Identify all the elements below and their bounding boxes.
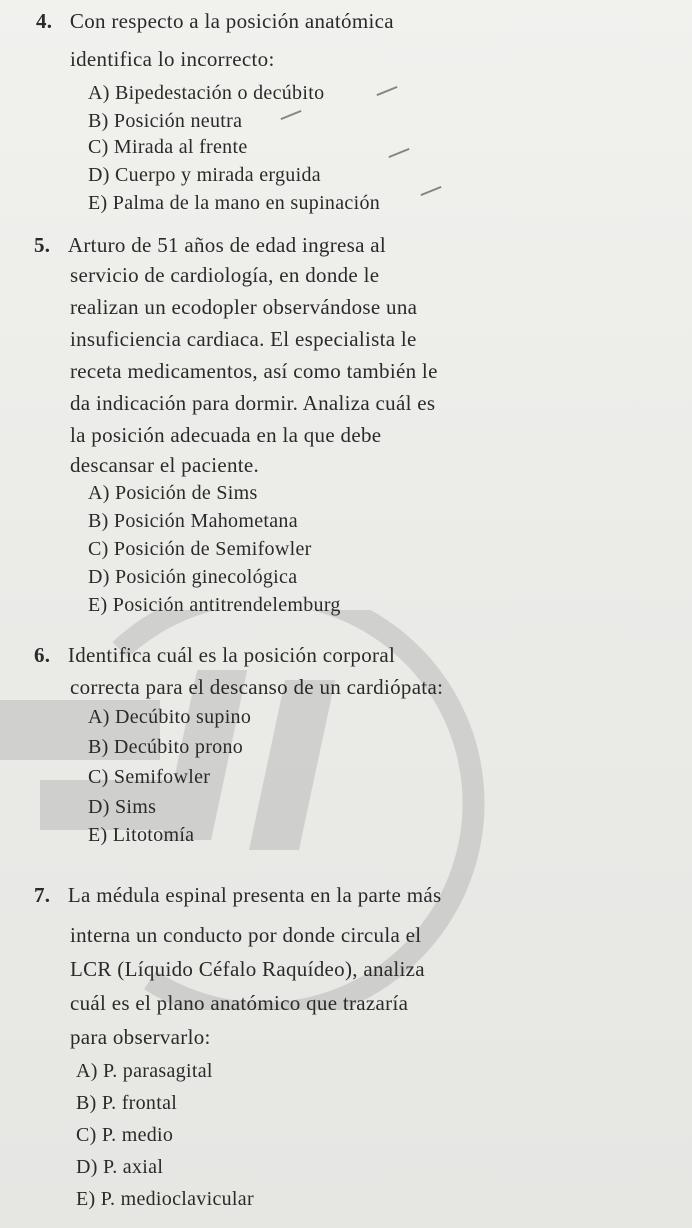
question-5-option-b[interactable]: B) Posición Mahometana (88, 510, 298, 532)
question-6-line-1 (34, 642, 395, 668)
question-4-option-a[interactable]: A) Bipedestación o decúbito (88, 82, 325, 104)
question-5-option-e[interactable]: E) Posición antitrendelemburg (88, 594, 341, 616)
question-7-option-c[interactable]: C) P. medio (76, 1124, 174, 1146)
question-4-line-2: identifica lo incorrecto: (70, 47, 275, 71)
watermark-logo (0, 610, 560, 1010)
question-5-line-4: insuficiencia cardiaca. El especialista le (70, 327, 417, 351)
question-5-line-6: da indicación para dormir. Analiza cuál es (70, 391, 436, 415)
question-7-line-5: para observarlo: (70, 1025, 211, 1049)
question-6-option-d[interactable]: D) Sims (88, 796, 157, 818)
question-6-line-2: correcta para el descanso de un cardiópata: (70, 675, 444, 699)
check-mark-icon (376, 86, 397, 96)
question-5-line-2: servicio de cardiología, en donde le (70, 263, 380, 287)
question-5-line-8: descansar el paciente. (70, 453, 260, 477)
question-4-text: Con respecto a la posición anatómica (69, 9, 394, 33)
question-4-option-c[interactable]: C) Mirada al frente (88, 136, 248, 158)
question-4-option-b[interactable]: B) Posición neutra (88, 110, 243, 132)
question-4-line-1 (36, 8, 394, 34)
question-7-option-e[interactable]: E) P. medioclavicular (76, 1188, 254, 1210)
question-6-option-c[interactable]: C) Semifowler (88, 766, 211, 788)
question-7-line-1 (34, 882, 441, 908)
question-5-line-7: la posición adecuada en la que debe (70, 423, 382, 447)
question-7-option-d[interactable]: D) P. axial (76, 1156, 164, 1178)
check-mark-icon (280, 110, 301, 120)
question-7-line-3: LCR (Líquido Céfalo Raquídeo), analiza (70, 957, 425, 981)
question-6-option-e[interactable]: E) Litotomía (88, 824, 195, 846)
question-5-option-d[interactable]: D) Posición ginecológica (88, 566, 298, 588)
check-mark-icon (388, 148, 409, 158)
question-4-number: 4. (36, 9, 53, 33)
question-5-option-a[interactable]: A) Posición de Sims (88, 482, 258, 504)
question-6-option-b[interactable]: B) Decúbito prono (88, 736, 244, 758)
question-5-text: Arturo de 51 años de edad ingresa al (67, 233, 387, 257)
question-6-text: Identifica cuál es la posición corporal (67, 643, 396, 667)
question-7-text: La médula espinal presenta en la parte más (67, 883, 442, 907)
question-5-line-5: receta medicamentos, así como también le (70, 359, 438, 383)
question-5-number: 5. (34, 233, 51, 257)
question-5-option-c[interactable]: C) Posición de Semifowler (88, 538, 312, 560)
question-6-number: 6. (34, 643, 51, 667)
question-7-option-b[interactable]: B) P. frontal (76, 1092, 178, 1114)
question-7-number: 7. (34, 883, 51, 907)
question-4-option-d[interactable]: D) Cuerpo y mirada erguida (88, 164, 321, 186)
question-7-line-2: interna un conducto por donde circula el (70, 923, 422, 947)
question-6-option-a[interactable]: A) Decúbito supino (88, 706, 252, 728)
question-4-option-e[interactable]: E) Palma de la mano en supinación (88, 192, 381, 214)
question-7-option-a[interactable]: A) P. parasagital (76, 1060, 213, 1082)
question-5-line-1 (34, 232, 386, 258)
question-5-line-3: realizan un ecodopler observándose una (70, 295, 418, 319)
check-mark-icon (420, 186, 441, 196)
question-7-line-4: cuál es el plano anatómico que trazaría (70, 991, 409, 1015)
